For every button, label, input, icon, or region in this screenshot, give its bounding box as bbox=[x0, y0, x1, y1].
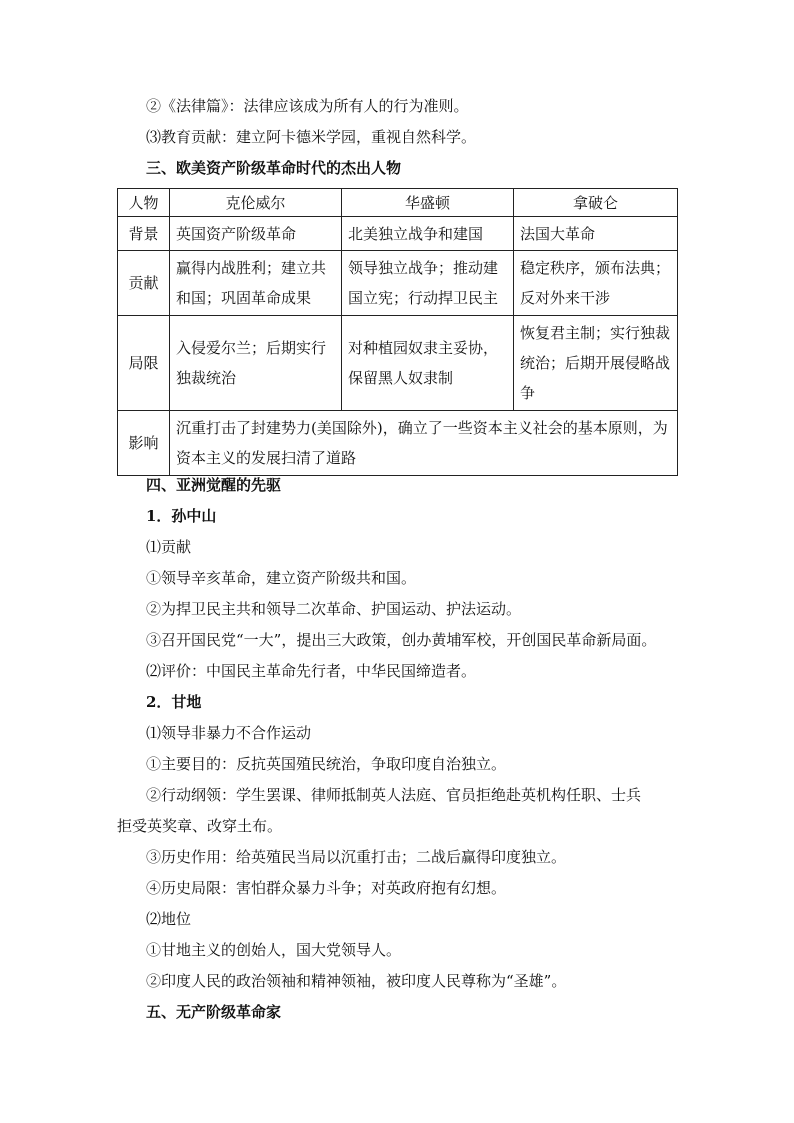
sun-contribution-2: ②为捍卫民主共和领导二次革命、护国运动、护法运动。 bbox=[146, 600, 522, 618]
law-chapter-line: ②《法律篇》：法律应该成为所有人的行为准则。 bbox=[146, 97, 469, 115]
gandhi-movement-title: ⑴领导非暴力不合作运动 bbox=[146, 724, 312, 742]
section-3-heading: 三、欧美资产阶级革命时代的杰出人物 bbox=[146, 159, 402, 177]
cell-limitation-cromwell: 入侵爱尔兰；后期实行独裁统治 bbox=[170, 316, 342, 411]
table-header-row bbox=[118, 189, 678, 217]
row-label-limitation: 局限 bbox=[118, 316, 170, 411]
gandhi-title: 2．甘地 bbox=[146, 693, 202, 711]
table-row-impact bbox=[118, 411, 678, 476]
gandhi-status-2: ②印度人民的政治领袖和精神领袖，被印度人民尊称为“圣雄”。 bbox=[146, 972, 567, 990]
cell-impact: 沉重打击了封建势力(美国除外)，确立了一些资本主义社会的基本原则，为资本主义的发展扫清了道路 bbox=[170, 411, 678, 476]
gandhi-movement-1: ①主要目的：反抗英国殖民统治，争取印度自治独立。 bbox=[146, 755, 507, 773]
cell-background-cromwell: 英国资产阶级革命 bbox=[170, 217, 342, 251]
gandhi-movement-3: ③历史作用：给英殖民当局以沉重打击；二战后赢得印度独立。 bbox=[146, 848, 567, 866]
cell-contribution-napoleon: 稳定秩序，颁布法典；反对外来干涉 bbox=[514, 251, 678, 316]
row-label-contribution: 贡献 bbox=[118, 251, 170, 316]
gandhi-movement-2b: 拒受英奖章、改穿土布。 bbox=[117, 817, 283, 835]
section-5-heading: 五、无产阶级革命家 bbox=[146, 1003, 282, 1021]
header-napoleon: 拿破仑 bbox=[514, 189, 678, 217]
section-4-heading: 四、亚洲觉醒的先驱 bbox=[146, 476, 282, 494]
gandhi-status-1: ①甘地主义的创始人，国大党领导人。 bbox=[146, 941, 402, 959]
sun-contribution-3: ③召开国民党“一大”，提出三大政策，创办黄埔军校，开创国民革命新局面。 bbox=[146, 631, 657, 649]
cell-background-napoleon: 法国大革命 bbox=[514, 217, 678, 251]
cell-contribution-cromwell: 赢得内战胜利；建立共和国；巩固革命成果 bbox=[170, 251, 342, 316]
sun-contribution-title: ⑴贡献 bbox=[146, 538, 192, 556]
table-row-contribution bbox=[118, 251, 678, 316]
revolution-figures-table bbox=[117, 188, 678, 476]
header-cromwell: 克伦威尔 bbox=[170, 189, 342, 217]
gandhi-status-title: ⑵地位 bbox=[146, 910, 192, 928]
sun-yatsen-title: 1．孙中山 bbox=[146, 507, 217, 525]
cell-background-washington: 北美独立战争和建国 bbox=[342, 217, 514, 251]
table-row-limitation bbox=[118, 316, 678, 411]
cell-limitation-washington: 对种植园奴隶主妥协，保留黑人奴隶制 bbox=[342, 316, 514, 411]
cell-contribution-washington: 领导独立战争；推动建国立宪；行动捍卫民主 bbox=[342, 251, 514, 316]
gandhi-movement-2a: ②行动纲领：学生罢课、律师抵制英人法庭、官员拒绝赴英机构任职、士兵 bbox=[146, 786, 642, 804]
cell-limitation-napoleon: 恢复君主制；实行独裁统治；后期开展侵略战争 bbox=[514, 316, 678, 411]
header-person: 人物 bbox=[118, 189, 170, 217]
sun-evaluation: ⑵评价：中国民主革命先行者，中华民国缔造者。 bbox=[146, 662, 477, 680]
gandhi-movement-4: ④历史局限：害怕群众暴力斗争；对英政府抱有幻想。 bbox=[146, 879, 507, 897]
row-label-impact: 影响 bbox=[118, 411, 170, 476]
sun-contribution-1: ①领导辛亥革命，建立资产阶级共和国。 bbox=[146, 569, 417, 587]
header-washington: 华盛顿 bbox=[342, 189, 514, 217]
row-label-background: 背景 bbox=[118, 217, 170, 251]
table-row-background bbox=[118, 217, 678, 251]
education-contribution-line: ⑶教育贡献：建立阿卡德米学园，重视自然科学。 bbox=[146, 128, 477, 146]
